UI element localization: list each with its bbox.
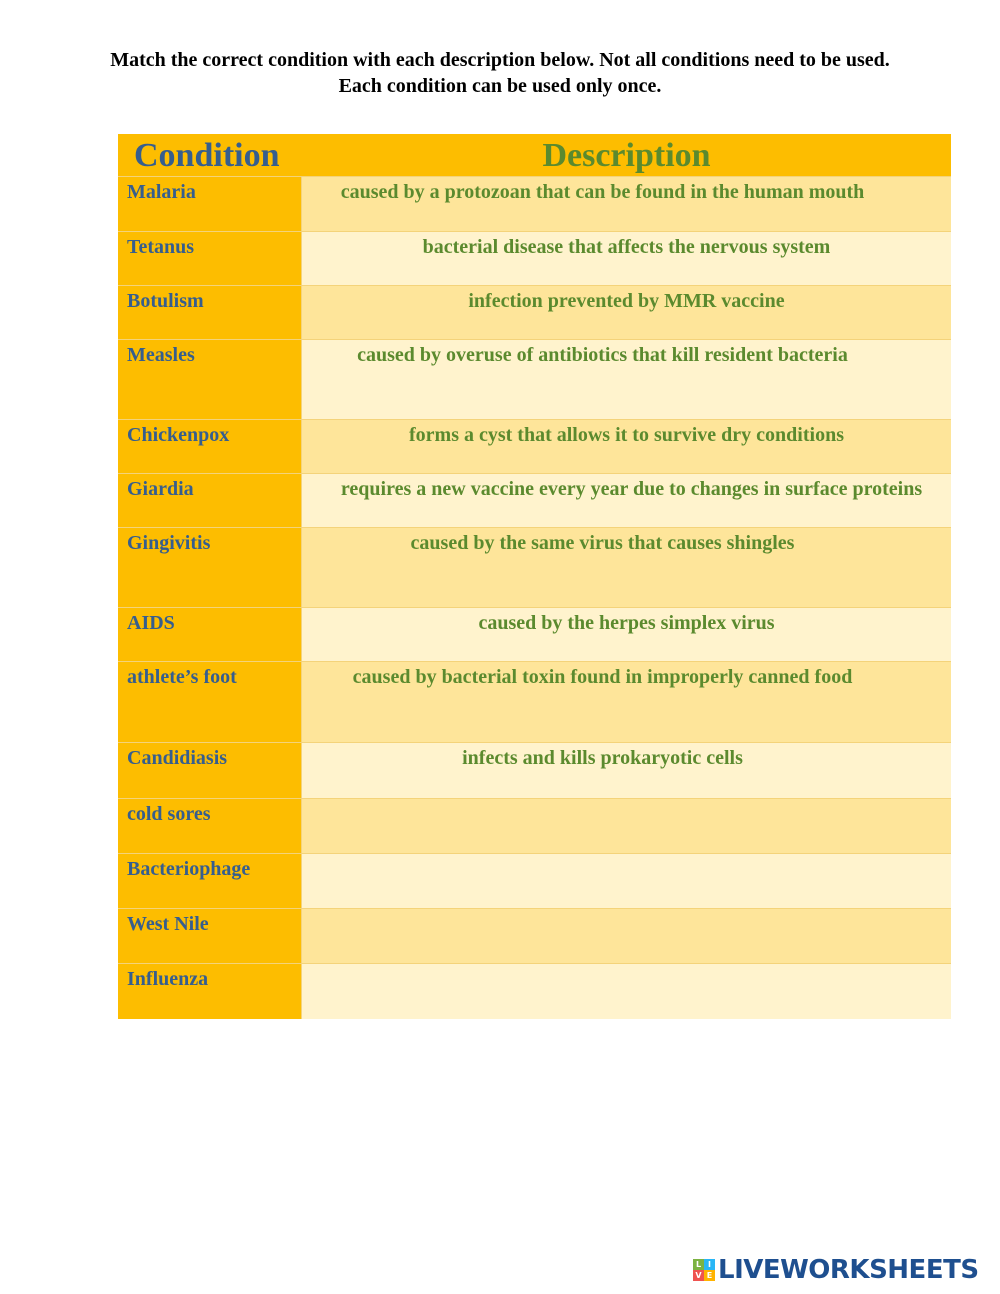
description-cell: caused by overuse of antibiotics that kill resident bacteria — [302, 340, 951, 419]
condition-cell: Gingivitis — [118, 528, 302, 607]
description-cell: caused by the same virus that causes shingles — [302, 528, 951, 607]
logo-mark-letter: E — [704, 1270, 715, 1281]
condition-cell: Giardia — [118, 474, 302, 527]
matching-table — [118, 134, 951, 1019]
table-row — [118, 963, 951, 1019]
logo-mark-letter: V — [693, 1270, 704, 1281]
description-cell[interactable] — [302, 799, 951, 853]
description-cell[interactable] — [302, 964, 951, 1019]
condition-cell: Influenza — [118, 964, 302, 1019]
condition-cell: cold sores — [118, 799, 302, 853]
description-cell: infection prevented by MMR vaccine — [302, 286, 951, 339]
table-row — [118, 339, 951, 419]
header-description: Description — [542, 137, 711, 174]
condition-cell: athlete’s foot — [118, 662, 302, 742]
description-cell: infects and kills prokaryotic cells — [302, 743, 951, 798]
description-cell: caused by a protozoan that can be found in the human mouth — [302, 177, 951, 231]
table-row — [118, 742, 951, 798]
logo-mark-letter: I — [704, 1259, 715, 1270]
description-cell[interactable] — [302, 909, 951, 963]
logo-mark-icon — [693, 1259, 715, 1281]
logo-text: LIVEWORKSHEETS — [718, 1255, 979, 1285]
table-header — [118, 134, 951, 176]
header-condition: Condition — [134, 137, 280, 174]
description-cell: forms a cyst that allows it to survive dry conditions — [302, 420, 951, 473]
table-row — [118, 661, 951, 742]
condition-cell: Malaria — [118, 177, 302, 231]
table-row — [118, 798, 951, 853]
table-row — [118, 527, 951, 607]
table-row — [118, 908, 951, 963]
table-row — [118, 285, 951, 339]
condition-cell: Candidiasis — [118, 743, 302, 798]
logo-mark-letter: L — [693, 1259, 704, 1270]
table-row — [118, 231, 951, 285]
condition-cell: Chickenpox — [118, 420, 302, 473]
description-cell: caused by the herpes simplex virus — [302, 608, 951, 661]
condition-cell: West Nile — [118, 909, 302, 963]
description-cell: requires a new vaccine every year due to changes in surface proteins — [302, 474, 951, 527]
condition-cell: Measles — [118, 340, 302, 419]
condition-cell: Tetanus — [118, 232, 302, 285]
liveworksheets-logo — [693, 1255, 979, 1285]
condition-cell: AIDS — [118, 608, 302, 661]
table-row — [118, 607, 951, 661]
condition-cell: Botulism — [118, 286, 302, 339]
description-cell: bacterial disease that affects the nervous system — [302, 232, 951, 285]
description-cell: caused by bacterial toxin found in improperly canned food — [302, 662, 951, 742]
table-row — [118, 473, 951, 527]
instructions-text: Match the correct condition with each description below. Not all conditions need to be used. Each condition can be used only once. — [110, 49, 890, 97]
description-cell[interactable] — [302, 854, 951, 908]
condition-cell: Bacteriophage — [118, 854, 302, 908]
table-row — [118, 853, 951, 908]
table-row — [118, 176, 951, 231]
table-row — [118, 419, 951, 473]
